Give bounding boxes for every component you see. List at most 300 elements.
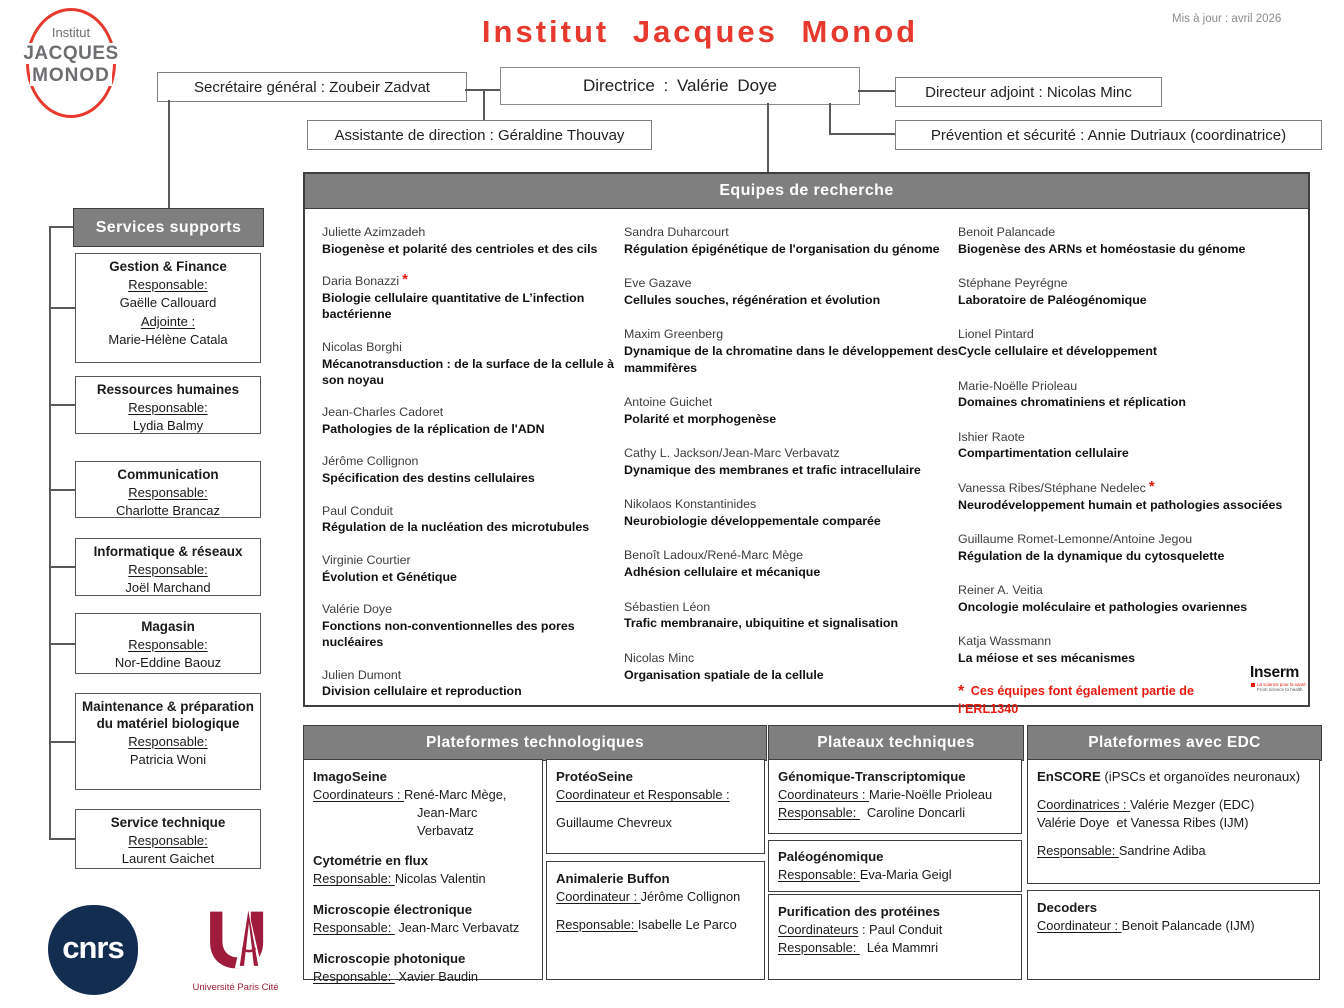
platform-lines bbox=[778, 921, 1012, 956]
role-label: Responsable: bbox=[313, 920, 395, 936]
team-leader bbox=[322, 336, 624, 356]
team-leader bbox=[958, 272, 1298, 292]
role-label: Responsable: bbox=[313, 871, 395, 887]
team-leader-name: Guillaume Romet-Lemonne/Antoine Jegou bbox=[958, 532, 1193, 547]
connector-line bbox=[49, 566, 75, 568]
person-name: : Paul Conduit bbox=[858, 922, 943, 938]
inserm-tagline-en: From science to health bbox=[1257, 687, 1303, 693]
service-rows bbox=[76, 832, 260, 869]
person-name: Xavier Baudin bbox=[394, 969, 479, 985]
platform-line bbox=[313, 870, 533, 888]
team-entry bbox=[958, 477, 1298, 513]
team-topic: Biogenèse et polarité des centrioles et des cils bbox=[322, 241, 598, 256]
equipes-body bbox=[305, 209, 1308, 717]
animalerie-buffon-box bbox=[546, 861, 765, 980]
platform-lines bbox=[1037, 917, 1310, 935]
team-leader bbox=[322, 664, 624, 684]
prevention-securite-box bbox=[895, 120, 1322, 150]
team-leader bbox=[624, 442, 958, 462]
platform-lines bbox=[313, 786, 533, 839]
person-name: Sandrine Adiba bbox=[1118, 842, 1206, 858]
role-label: Responsable: bbox=[556, 916, 638, 932]
platform-group bbox=[778, 903, 1012, 957]
person-name: Eva-Maria Geigl bbox=[859, 867, 952, 883]
team-leader-name: Cathy L. Jackson/Jean-Marc Verbavatz bbox=[624, 446, 840, 461]
service-row: Responsable: bbox=[128, 733, 208, 749]
platform-line bbox=[778, 866, 1012, 884]
erl-footnote-asterisk: * bbox=[958, 682, 965, 700]
service-row: Responsable: bbox=[128, 276, 208, 292]
team-leader-name: Juliette Azimzadeh bbox=[322, 225, 426, 239]
service-box-gestion-finance bbox=[75, 253, 261, 363]
role-label: Coordinateur : bbox=[1037, 918, 1122, 934]
team-leader bbox=[322, 450, 624, 470]
team-topic: Oncologie moléculaire et pathologies ovariennes bbox=[958, 600, 1248, 614]
connector-line bbox=[49, 404, 75, 406]
team-topic: Biologie cellulaire quantitative de L’infection bactérienne bbox=[322, 290, 585, 322]
team-entry bbox=[322, 221, 624, 257]
inserm-logo-text: Inserm bbox=[1250, 664, 1300, 681]
team-topic: Régulation épigénétique de l'organisation du génome bbox=[624, 241, 940, 256]
service-row: Responsable: bbox=[128, 636, 208, 652]
person-name: Jean-Marc Verbavatz bbox=[394, 920, 520, 936]
cnrs-logo-text: cnrs bbox=[62, 930, 124, 965]
team-entry bbox=[958, 221, 1298, 257]
platform-title: Paléogénomique bbox=[778, 849, 884, 864]
proteoseine-box bbox=[546, 759, 765, 854]
team-leader-name: Benoit Palancade bbox=[958, 225, 1056, 239]
connector-line bbox=[483, 89, 485, 120]
team-topic: Domaines chromatiniens et réplication bbox=[958, 395, 1186, 410]
platform-line bbox=[778, 786, 1012, 804]
connector-line bbox=[49, 838, 75, 840]
genomique-transcriptomique-box bbox=[768, 759, 1022, 834]
services-supports-header bbox=[73, 208, 264, 247]
platform-group bbox=[313, 950, 533, 986]
platform-group bbox=[313, 901, 533, 937]
team-topic: Fonctions non-conventionnelles des pores nucléaires bbox=[322, 618, 575, 650]
platform-title: Microscopie photonique bbox=[313, 950, 466, 966]
team-entry bbox=[322, 549, 624, 585]
platform-lines bbox=[313, 968, 533, 986]
team-leader-name: Reiner A. Veitia bbox=[958, 583, 1043, 598]
platform-groups bbox=[778, 768, 1012, 822]
teams-column-2 bbox=[624, 221, 958, 717]
role-label: Coordinateur : bbox=[556, 889, 641, 905]
last-updated-label: Mis à jour : avril 2026 bbox=[1172, 13, 1282, 25]
erl-asterisk: * bbox=[402, 271, 408, 289]
role-label: Coordinateur et Responsable : bbox=[556, 787, 730, 803]
directrice-box bbox=[500, 67, 860, 105]
platform-lines bbox=[556, 888, 755, 933]
platform-line bbox=[313, 786, 533, 804]
plateformes-avec-edc-header bbox=[1027, 725, 1322, 761]
platform-title: Microscopie électronique bbox=[313, 902, 473, 918]
team-entry bbox=[624, 391, 958, 427]
platform-line bbox=[1037, 842, 1310, 860]
team-leader bbox=[958, 221, 1298, 241]
platform-title: ProtéoSeine bbox=[556, 769, 633, 784]
platform-group bbox=[1037, 768, 1310, 859]
team-leader-name: Daria Bonazzi bbox=[322, 274, 400, 289]
role-label: Coordinateurs : bbox=[778, 787, 870, 803]
team-leader bbox=[624, 596, 958, 616]
plateaux-techniques-header bbox=[768, 725, 1024, 761]
person-name: Léa Mammri bbox=[859, 939, 939, 955]
plateformes-technologiques-title: Plateformes technologiques bbox=[426, 734, 644, 751]
platform-group bbox=[778, 768, 1012, 822]
platform-line bbox=[313, 804, 533, 839]
team-entry bbox=[624, 544, 958, 580]
upc-logo-caption: Université Paris Cité bbox=[192, 982, 279, 993]
platform-title: Animalerie Buffon bbox=[556, 871, 670, 886]
service-row: Gaëlle Callouard bbox=[119, 295, 217, 311]
team-entry bbox=[624, 323, 958, 376]
team-leader bbox=[322, 221, 624, 241]
purification-proteines-box bbox=[768, 894, 1022, 980]
ijm-logo-line3: MONOD bbox=[32, 65, 110, 86]
team-leader-name: Virginie Courtier bbox=[322, 552, 411, 567]
service-row: Joël Marchand bbox=[125, 580, 211, 596]
service-rows bbox=[76, 276, 260, 350]
equipes-title: Equipes de recherche bbox=[719, 182, 894, 199]
enscore-box bbox=[1027, 759, 1320, 884]
platform-groups bbox=[778, 848, 1012, 884]
team-leader-name: Jean-Charles Cadoret bbox=[322, 405, 444, 420]
team-leader-name: Ishier Raote bbox=[958, 429, 1025, 444]
platform-line bbox=[1037, 796, 1310, 814]
service-row: Responsable: bbox=[128, 484, 208, 500]
service-row: Nor-Eddine Baouz bbox=[114, 655, 222, 671]
team-topic: Pathologies de la réplication de l'ADN bbox=[322, 422, 545, 437]
team-topic: Spécification des destins cellulaires bbox=[322, 471, 535, 486]
team-topic: Neurodéveloppement humain et pathologies associées bbox=[958, 497, 1283, 512]
team-entry bbox=[958, 323, 1298, 359]
person-name: Valérie Doye et Vanessa Ribes (IJM) bbox=[1037, 814, 1249, 830]
directeur-adjoint-label: Directeur adjoint : Nicolas Minc bbox=[925, 83, 1132, 101]
platform-groups bbox=[1037, 768, 1310, 859]
team-leader bbox=[958, 323, 1298, 343]
person-name: Marie-Noëlle Prioleau bbox=[869, 787, 993, 803]
connector-line bbox=[49, 643, 75, 645]
teams-column-1 bbox=[322, 221, 624, 717]
platform-line bbox=[778, 939, 1012, 957]
team-leader-name: Eve Gazave bbox=[624, 276, 692, 291]
team-leader-name: Valérie Doye bbox=[322, 601, 393, 616]
team-topic: Dynamique de la chromatine dans le développement des mammifères bbox=[624, 344, 958, 375]
platform-group bbox=[778, 848, 1012, 884]
team-leader bbox=[322, 598, 624, 618]
team-leader-name: Katja Wassmann bbox=[958, 634, 1052, 649]
team-entry bbox=[322, 401, 624, 437]
team-leader bbox=[958, 477, 1298, 497]
platform-group bbox=[556, 870, 755, 934]
teams-column-3-wrap bbox=[958, 221, 1298, 717]
team-entry bbox=[322, 664, 624, 700]
team-entry bbox=[958, 426, 1298, 462]
role-label: Responsable: bbox=[1037, 842, 1119, 858]
role-label: Coordinateurs bbox=[778, 922, 859, 938]
service-row: Marie-Hélène Catala bbox=[108, 332, 228, 348]
assistante-direction-label: Assistante de direction : Géraldine Thouvay bbox=[334, 126, 625, 144]
platform-line bbox=[556, 786, 755, 804]
platform-group bbox=[313, 768, 533, 839]
role-label: Coordinateurs : bbox=[313, 787, 405, 803]
team-topic: Neurobiologie développementale comparée bbox=[624, 514, 881, 529]
team-topic: Adhésion cellulaire et mécanique bbox=[624, 565, 821, 580]
team-topic: Trafic membranaire, ubiquitine et signalisation bbox=[624, 616, 899, 631]
service-row: Patricia Woni bbox=[129, 751, 207, 767]
team-topic: Division cellulaire et reproduction bbox=[322, 684, 522, 699]
imagoseine-box bbox=[303, 759, 543, 985]
ijm-logo-line2: JACQUES bbox=[23, 43, 119, 64]
service-box-service-technique bbox=[75, 809, 261, 869]
platform-line bbox=[556, 814, 755, 832]
decoders-box bbox=[1027, 890, 1320, 980]
team-leader-name: Nicolas Minc bbox=[624, 650, 695, 665]
connector-line bbox=[49, 741, 75, 743]
team-leader bbox=[322, 500, 624, 520]
team-topic: La méiose et ses mécanismes bbox=[958, 651, 1136, 666]
platform-line bbox=[778, 804, 1012, 822]
person-name: René-Marc Mège, bbox=[404, 787, 507, 803]
service-title: Service technique bbox=[110, 815, 226, 830]
connector-line bbox=[49, 489, 75, 491]
role-label: Responsable: bbox=[778, 867, 860, 883]
team-entry bbox=[624, 221, 958, 257]
team-topic: Mécanotransduction : de la surface de la cellule à son noyau bbox=[322, 356, 614, 387]
platform-group bbox=[313, 852, 533, 888]
platform-groups bbox=[1037, 899, 1310, 935]
team-leader-name: Nicolas Borghi bbox=[322, 339, 402, 354]
platform-line bbox=[313, 919, 533, 937]
platform-line bbox=[1037, 814, 1310, 832]
team-leader-name: Nikolaos Konstantinides bbox=[624, 497, 757, 512]
team-leader bbox=[624, 647, 958, 667]
service-rows bbox=[76, 484, 260, 521]
team-entry bbox=[322, 270, 624, 323]
team-topic: Laboratoire de Paléogénomique bbox=[958, 292, 1147, 307]
team-leader-name: Marie-Noëlle Prioleau bbox=[958, 378, 1078, 393]
service-row: Responsable: bbox=[128, 399, 208, 415]
cnrs-logo bbox=[48, 905, 138, 995]
service-box-magasin bbox=[75, 613, 261, 674]
directeur-adjoint-box bbox=[895, 77, 1162, 107]
team-topic: Polarité et morphogenèse bbox=[624, 411, 777, 426]
platform-lines bbox=[313, 870, 533, 888]
team-topic: Régulation de la dynamique du cytosquelette bbox=[958, 548, 1225, 563]
team-leader bbox=[958, 426, 1298, 446]
inserm-tagline bbox=[1250, 682, 1310, 694]
platform-line bbox=[556, 916, 755, 934]
team-leader-name: Sébastien Léon bbox=[624, 599, 711, 614]
prevention-securite-label: Prévention et sécurité : Annie Dutriaux (coordinatrice) bbox=[930, 126, 1287, 144]
person-name: Nicolas Valentin bbox=[394, 871, 486, 887]
role-label: Responsable: bbox=[313, 969, 395, 985]
inserm-dot-icon bbox=[1251, 683, 1255, 687]
team-leader bbox=[624, 323, 958, 343]
platform-title: ImagoSeine bbox=[313, 769, 388, 784]
service-title: Maintenance & préparation du matériel biologique bbox=[82, 699, 254, 731]
person-name: Caroline Doncarli bbox=[859, 804, 966, 820]
platform-line bbox=[556, 888, 755, 906]
team-leader bbox=[322, 270, 624, 290]
platform-group bbox=[556, 768, 755, 832]
team-entry bbox=[322, 450, 624, 486]
platform-title: Génomique-Transcriptomique bbox=[778, 769, 966, 784]
person-name: Valérie Mezger (EDC) bbox=[1130, 797, 1255, 813]
team-entry bbox=[624, 493, 958, 529]
team-leader bbox=[322, 401, 624, 421]
paleogenomique-box bbox=[768, 840, 1022, 892]
plateformes-avec-edc-title: Plateformes avec EDC bbox=[1088, 734, 1261, 751]
team-leader-name: Julien Dumont bbox=[322, 667, 402, 682]
inserm-tagline-fr: La science pour la santé bbox=[1257, 681, 1306, 687]
team-leader-name: Stéphane Peyrégne bbox=[958, 276, 1068, 291]
platform-title: Decoders bbox=[1037, 900, 1098, 915]
erl-footnote-text: Ces équipes font également partie de l’ERL1340 bbox=[958, 683, 1194, 716]
service-row: Charlotte Brancaz bbox=[115, 503, 221, 519]
ijm-logo-line1: Institut bbox=[51, 25, 91, 40]
platform-title: Cytométrie en flux bbox=[313, 853, 429, 869]
platform-lines bbox=[556, 786, 755, 831]
universite-paris-cite-logo bbox=[168, 904, 303, 993]
team-leader-name: Vanessa Ribes/Stéphane Nedelec bbox=[958, 480, 1146, 495]
team-topic: Régulation de la nucléation des microtubules bbox=[322, 520, 590, 535]
ijm-logo bbox=[10, 6, 132, 118]
directrice-label: Directrice : Valérie Doye bbox=[582, 76, 778, 95]
team-leader bbox=[624, 391, 958, 411]
team-entry bbox=[958, 630, 1298, 666]
service-title: Magasin bbox=[141, 619, 195, 634]
team-entry bbox=[958, 272, 1298, 308]
service-title: Informatique & réseaux bbox=[93, 544, 243, 559]
platform-group bbox=[1037, 899, 1310, 935]
connector-line bbox=[829, 103, 831, 134]
team-leader bbox=[624, 493, 958, 513]
platform-lines bbox=[778, 866, 1012, 884]
team-entry bbox=[322, 598, 624, 651]
connector-line bbox=[49, 307, 75, 309]
team-entry bbox=[958, 375, 1298, 411]
person-name: Benoit Palancade (IJM) bbox=[1121, 918, 1255, 934]
person-name: Isabelle Le Parco bbox=[637, 916, 737, 932]
team-topic: Cellules souches, régénération et évolution bbox=[624, 292, 881, 307]
erl-footnote bbox=[958, 682, 1208, 718]
team-entry bbox=[624, 596, 958, 632]
service-rows bbox=[76, 399, 260, 436]
service-box-maintenance-biologique bbox=[75, 693, 261, 790]
service-row: Laurent Gaichet bbox=[121, 851, 215, 867]
person-name: Jean-Marc Verbavatz bbox=[417, 804, 482, 838]
team-entry bbox=[624, 647, 958, 683]
service-row: Responsable: bbox=[128, 561, 208, 577]
service-box-communication bbox=[75, 461, 261, 518]
person-name: Jérôme Collignon bbox=[640, 889, 741, 905]
team-topic: Dynamique des membranes et trafic intracellulaire bbox=[624, 462, 921, 477]
platform-lines bbox=[778, 786, 1012, 821]
equipes-de-recherche-section bbox=[303, 172, 1310, 716]
platform-title: EnSCORE (iPSCs et organoïdes neuronaux) bbox=[1037, 769, 1301, 784]
connector-line bbox=[858, 90, 895, 92]
service-row: Lydia Balmy bbox=[132, 418, 204, 434]
team-leader bbox=[624, 272, 958, 292]
plateaux-techniques-title: Plateaux techniques bbox=[817, 734, 975, 751]
team-topic: Évolution et Génétique bbox=[322, 569, 457, 584]
service-title: Ressources humaines bbox=[96, 382, 240, 397]
team-leader-name: Antoine Guichet bbox=[624, 394, 713, 409]
platform-line bbox=[1037, 917, 1310, 935]
team-leader-name: Benoît Ladoux/René-Marc Mège bbox=[624, 548, 804, 563]
service-rows bbox=[76, 733, 260, 770]
service-title: Gestion & Finance bbox=[109, 259, 227, 274]
secretaire-general-label: Secrétaire général : Zoubeir Zadvat bbox=[194, 78, 430, 96]
teams-column-3 bbox=[958, 221, 1298, 667]
service-box-ressources-humaines bbox=[75, 376, 261, 434]
person-name: Guillaume Chevreux bbox=[556, 814, 672, 830]
platform-title: Purification des protéines bbox=[778, 904, 940, 919]
team-leader-name: Jérôme Collignon bbox=[322, 454, 419, 469]
team-leader bbox=[624, 544, 958, 564]
service-rows bbox=[76, 561, 260, 598]
services-supports-title: Services supports bbox=[95, 218, 242, 236]
connector-line bbox=[168, 100, 170, 208]
assistante-direction-box bbox=[307, 120, 652, 150]
platform-lines bbox=[1037, 796, 1310, 859]
role-label: Responsable: bbox=[778, 804, 860, 820]
connector-line bbox=[767, 103, 769, 172]
team-leader-name: Sandra Duharcourt bbox=[624, 225, 729, 239]
team-leader bbox=[624, 221, 958, 241]
inserm-logo bbox=[1250, 665, 1310, 693]
team-leader-name: Maxim Greenberg bbox=[624, 327, 724, 342]
platform-groups bbox=[556, 768, 755, 832]
platform-groups bbox=[313, 768, 533, 986]
secretaire-general-box bbox=[157, 72, 467, 102]
platform-groups bbox=[778, 903, 1012, 957]
team-leader-name: Paul Conduit bbox=[322, 503, 393, 518]
service-box-informatique-reseaux bbox=[75, 538, 261, 596]
service-row: Responsable: bbox=[128, 832, 208, 848]
team-entry bbox=[322, 336, 624, 389]
connector-line bbox=[49, 226, 73, 228]
team-entry bbox=[624, 442, 958, 478]
team-topic: Cycle cellulaire et développement bbox=[958, 344, 1158, 359]
connector-line bbox=[829, 133, 895, 135]
equipes-header bbox=[305, 174, 1308, 209]
platform-line bbox=[778, 921, 1012, 939]
team-entry bbox=[958, 528, 1298, 564]
team-entry bbox=[322, 500, 624, 536]
platform-line bbox=[313, 968, 533, 986]
platform-lines bbox=[313, 919, 533, 937]
plateformes-technologiques-header bbox=[303, 725, 767, 761]
team-leader bbox=[958, 375, 1298, 395]
team-topic: Biogenèse des ARNs et homéostasie du génome bbox=[958, 241, 1246, 256]
page-title: Institut Jacques Monod bbox=[481, 14, 919, 49]
team-leader bbox=[958, 528, 1298, 548]
role-label: Coordinatrices : bbox=[1037, 797, 1131, 813]
platform-groups bbox=[556, 870, 755, 934]
team-leader bbox=[322, 549, 624, 569]
upc-logo-icon bbox=[199, 904, 273, 976]
team-entry bbox=[958, 579, 1298, 615]
team-leader bbox=[958, 630, 1298, 650]
team-leader bbox=[958, 579, 1298, 599]
role-label: Responsable: bbox=[778, 939, 860, 955]
service-row: Adjointe : bbox=[140, 313, 196, 329]
team-topic: Organisation spatiale de la cellule bbox=[624, 667, 824, 682]
